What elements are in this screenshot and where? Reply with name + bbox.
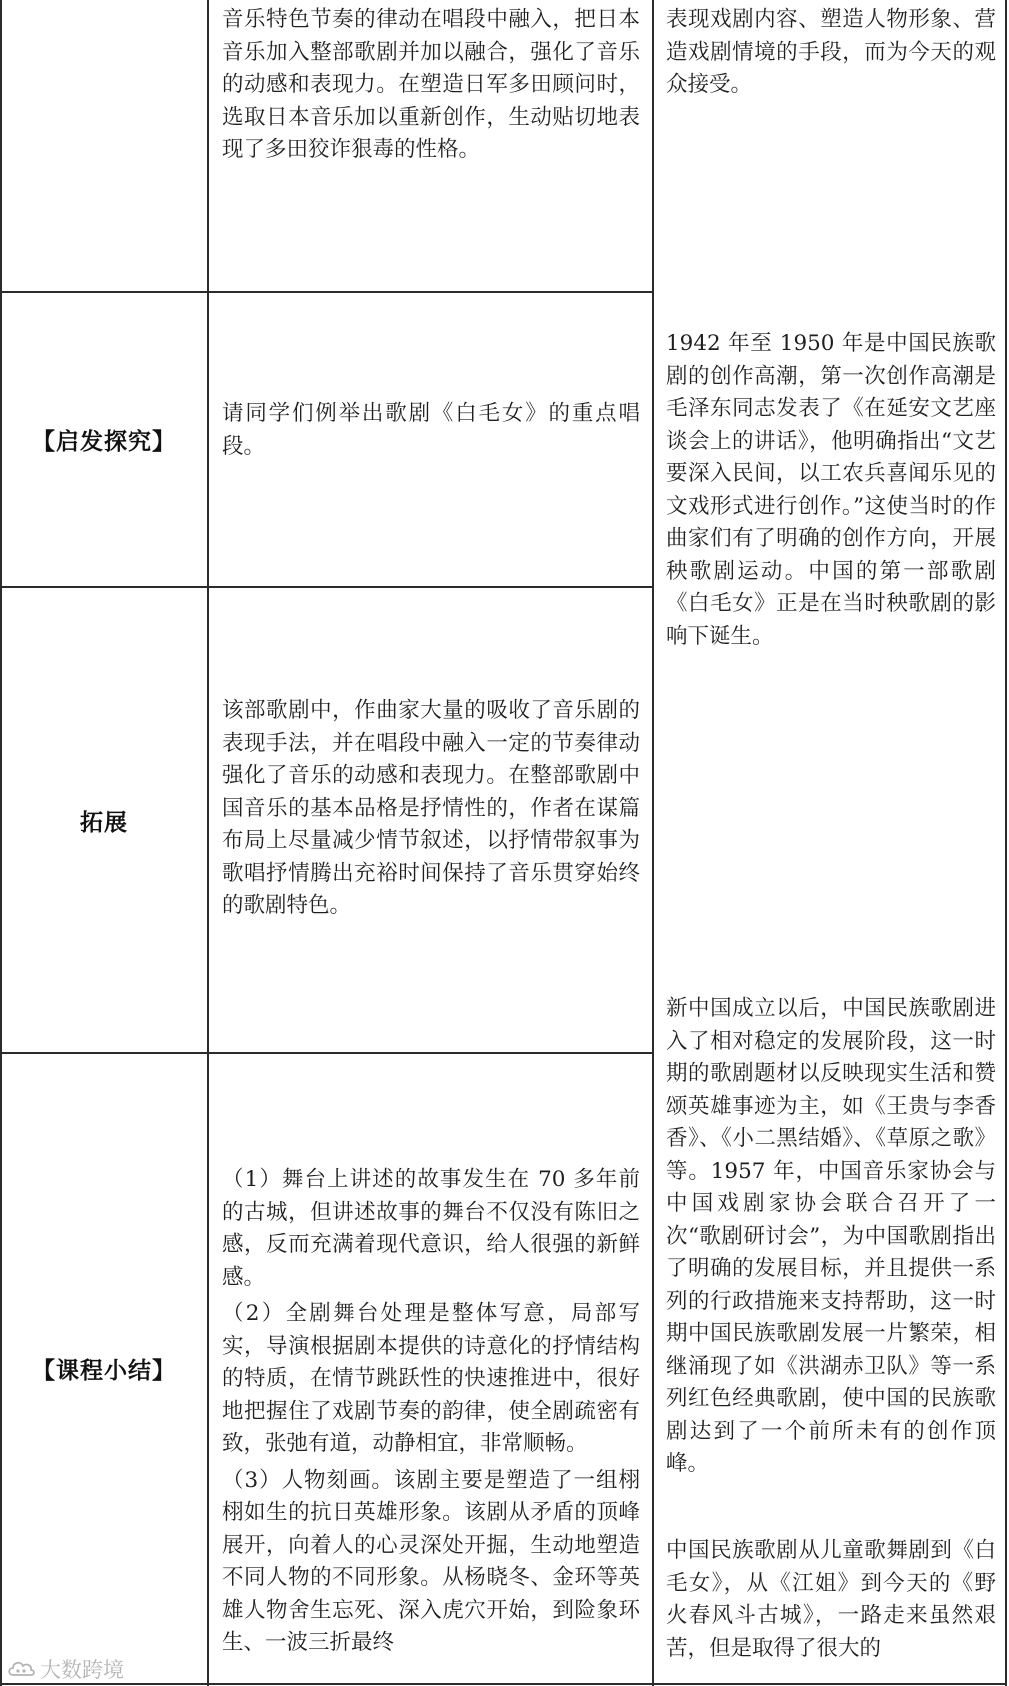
row4-content — [222, 1164, 640, 1660]
col3-para-1: 表现戏剧内容、塑造人物形象、营造戏剧情境的手段，而为今天的观众接受。 — [666, 7, 996, 97]
col3-para-2: 1942 年至 1950 年是中国民族歌剧的创作高潮，第一次创作高潮是毛泽东同志发表了《在延安文艺座谈会上的讲话》，他明确指出“文艺要深入民间，以工农兵喜闻乐见的文戏形式进行创作。”这使当时的作曲家们有了明确的创作方向，开展秧歌剧运动。中国的第一部歌剧《白毛女》正是在当时秧歌剧的影响下诞生。 — [666, 331, 996, 649]
label-lesson-summary: 【课程小结】 — [32, 1358, 176, 1384]
label-extension: 拓展 — [80, 809, 128, 836]
col3-para-4: 中国民族歌剧从儿童歌舞剧到《白毛女》，从《江姐》到今天的《野火春风斗古城》，一路走来虽然艰苦，但是取得了很大的 — [666, 1538, 996, 1661]
cloud-logo-icon — [6, 1658, 36, 1680]
col3-para-3: 新中国成立以后，中国民族歌剧进入了相对稳定的发展阶段，这一时期的歌剧题材以反映现实生活和赞颂英雄事迹为主，如《王贵与李香香》、《小二黑结婚》、《草原之歌》等。1957 年，中国音乐家协会与中国戏剧家协会联合召开了一次“歌剧研讨会”，为中国歌剧指出了明确的发展目标，并且提供一系列的行政措施来支持帮助，这一时期中国民族歌剧发展一片繁荣，相继涌现了如《洪湖赤卫队》等一系列红色经典歌剧，使中国的民族歌剧达到了一个前所未有的创作顶峰。 — [666, 996, 996, 1476]
row1-content: 音乐特色节奏的律动在唱段中融入，把日本音乐加入整部歌剧并加以融合，强化了音乐的动感和表现力。在塑造日军多田顾问时，选取日本音乐加以重新创作，生动贴切地表现了多田狡诈狠毒的性格。 — [222, 7, 640, 162]
row3-content: 该部歌剧中，作曲家大量的吸收了音乐剧的表现手法，并在唱段中融入一定的节奏律动强化了音乐的动感和表现力。在整部歌剧中国音乐的基本品格是抒情性的，作者在谋篇布局上尽量减少情节叙述，以抒情带叙事为歌唱抒情腾出充裕时间保持了音乐贯穿始终的歌剧特色。 — [222, 698, 640, 918]
label-inspire-explore: 【启发探究】 — [32, 429, 176, 455]
table-bottom-border — [0, 1683, 1007, 1685]
row2-content: 请同学们例举出歌剧《白毛女》的重点唱段。 — [222, 401, 640, 459]
summary-point-2: （2）全剧舞台处理是整体写意，局部写实，导演根据剧本提供的诗意化的抒情结构的特质，在情节跳跃性的快速推进中，很好地把握住了戏剧节奏的韵律，使全剧疏密有致，张弛有道，动静相宜，非常顺畅。 — [222, 1301, 640, 1456]
watermark-text: 大数跨境 — [40, 1658, 124, 1682]
summary-point-1: （1）舞台上讲述的故事发生在 70 多年前的古城，但讲述故事的舞台不仅没有陈旧之感，反而充满着现代意识，给人很强的新鲜感。 — [222, 1167, 640, 1290]
watermark — [6, 1654, 124, 1684]
summary-point-3: （3）人物刻画。该剧主要是塑造了一组栩栩如生的抗日英雄形象。该剧从矛盾的顶峰展开，向着人的心灵深处开掘，生动地塑造不同人物的不同形象。从杨晓冬、金环等英雄人物舍生忘死、深入虎穴开始，到险象环生、一波三折最终 — [222, 1467, 640, 1655]
col2-divider — [652, 0, 654, 1686]
table-right-border — [1005, 0, 1007, 1686]
